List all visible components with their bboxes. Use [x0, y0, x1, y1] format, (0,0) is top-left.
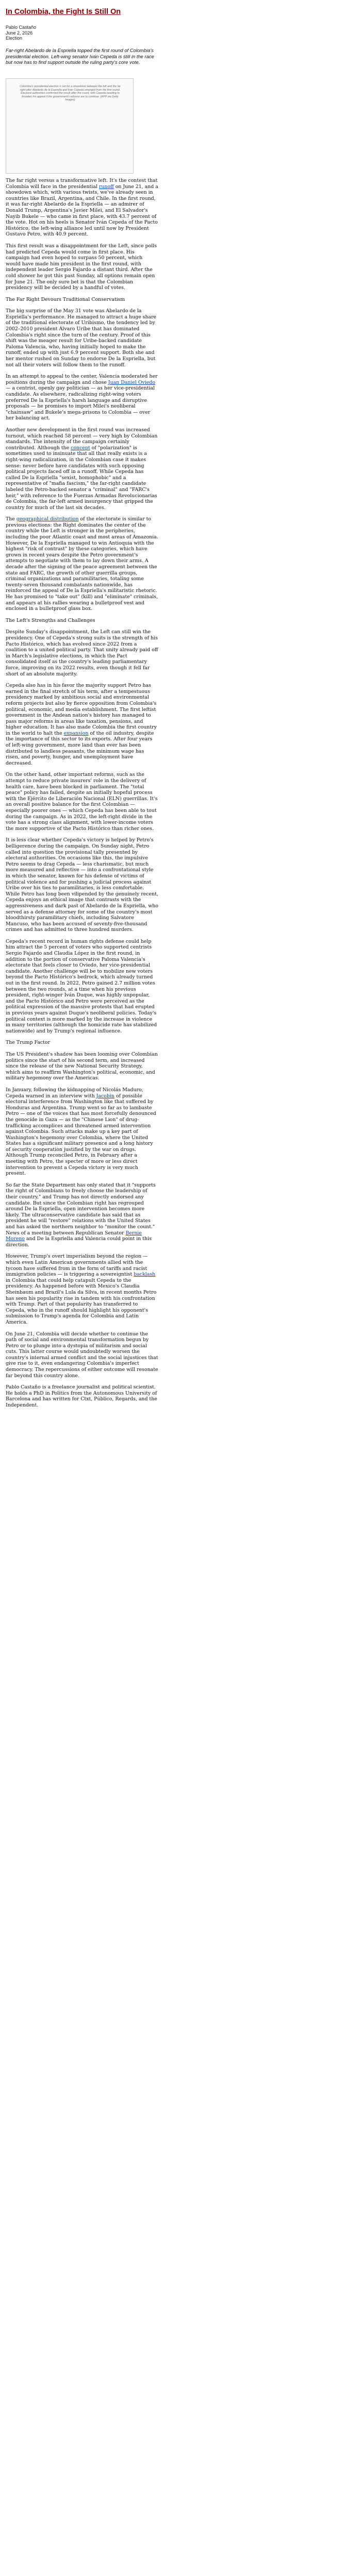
inline-link[interactable]: concept [71, 445, 90, 451]
article-body [6, 178, 158, 1414]
article-paragraph: The US President's shadow has been looming over Colombian politics since the start of his second term, and increased since the release of the new National Security Strategy, which aims to reaffirm Washington's political, economic, and military hegemony over the Americas. [6, 1051, 158, 1081]
section-heading: The Far Right Devours Traditional Conservatism [6, 296, 125, 302]
section-label: Election [6, 36, 23, 41]
article-paragraph: It is less clear whether Cepeda's victory is helped by Petro's belligerence during the campaign. On Sunday night, Petro called into question the provisional tally presented by electoral authorities. On occasions like this, the impulsive Petro seems to drag Cepeda — less charismatic, but much more measured and reflective — into a confrontational style in which the senator, known for his defense of victims of political violence and for pushing a judicial process against Uribe over his ties to paramilitaries, is less comfortable. While Petro has long been vilipended by the genuinely recent, Cepeda enjoys an ethical image that contrasts with the aggressiveness and dark past of Abelardo de la Espriella, who served as a defense attorney for some of the country's most bloodthirsty paramilitary chiefs, including Salvatore Mancuso, who has been accused of seventy-five-thousand crimes and has admitted to three hundred murders. [6, 837, 158, 933]
article-paragraph: On the other hand, other important reforms, such as the attempt to reduce private insurers' role in the delivery of health care, have been blocked in parliament. The "total peace" policy has failed, despite an initially hopeful process with the Ejército de Liberación Nacional (ELN) guerrillas. It's an overall positive balance for the first Colombian — especially poorer ones — which Cepeda has been able to tout during the campaign. As in 2022, the left-right divide in the vote has a strong class alignment, with lower-income voters the more supportive of the Pacto Histórico than richer ones. [6, 772, 158, 832]
article-paragraph: Cepeda's recent record in human rights defense could help him attract the 5 percent of voters who supported centrists Sergio Fajardo and Claudia López in the first round, in addition to the portion of conservative Paloma Valencia's electorate that feels closer to Oviedo, her vice-presidential candidate. Another challenge will be to mobilize new voters beyond the Pacto Histórico's bedrock, which already turned out in the first round. In 2022, Petro gained 2.7 million votes between the two rounds, at a time when his previous president, right-winger Iván Duque, was highly unpopular, and the Pacto Histórico and Petro were perceived as the political expression of the massive protests that had erupted in previous years against Duque's neoliberal policies. Today's political context is more marked by the increase in violence in many territories (although the homicide rate has stabilized nationwide) and by Trump's regional influence. [6, 938, 157, 1034]
article-paragraph: Cepeda also has in his favor the majority support Petro has earned in the final stretch of his term, after a tempestuous presidency marked by ambitious social and environmental reform projects but also by fierce opposition from Colombia's political, economic, and media establishment. The first leftist government in the Andean nation's history has managed to pass major reforms in areas like taxation, pensions, and higher education. It has also made Colombia the first country in the world to halt the expansion of the oil industry, despite the importance of this sector to its exports. After four years of left-wing government, more land than ever has been distributed to landless peasants, the minimum wage has risen, and poverty, hunger, and unemployment have decreased. [6, 683, 157, 766]
article-paragraph: On June 21, Colombia will decide whether to continue the path of social and environmental transformation begun by Petro or to plunge into a dystopia of militarism and social cuts. This latter course would undoubtedly worsen the country's internal armed conflict and the social injustices that give rise to it, even endangering Colombia's imperfect democracy. The repercussions of either outcome will resonate far beyond this country alone. [6, 1331, 158, 1379]
article-paragraph: In an attempt to appeal to the center, Valencia moderated her positions during the campaign and chose Juan Daniel Oviedo — a centrist, openly gay politician — as her vice-presidential candidate. As elsewhere, radicalizing right-wing voters preferred De la Espriella's harsh language and disruptive proposals — he promises to import Milei's neoliberal "chainsaw" and Bukele's mega-prisons to Colombia — over her balancing act. [6, 374, 158, 421]
article-image [6, 78, 134, 174]
inline-link[interactable]: geographical distribution [16, 516, 79, 522]
article-headline[interactable]: In Colombia, the Fight Is Still On [6, 8, 121, 16]
inline-link[interactable]: backlash [134, 1272, 156, 1278]
article-paragraph: This first result was a disappointment for the Left, since polls had predicted Cepeda would come in first place. His campaign had even hoped to surpass 50 percent, which would have made him president in the first round, with independent leader Sergio Fajardo a distant third. After the cold shower he got this past Sunday, all options remain open for June 21. The only sure bet is that the Colombian presidency will be decided by a handful of votes. [6, 243, 157, 291]
byline [6, 25, 109, 41]
image-caption: Colombia's presidential election is set for a showdown between the left and the far right after Abelardo de la Espriella and Iván Cepeda emerged from the first round. Electoral authorities confirmed the result after the count, with Cepeda needing to broaden his appeal if the government's reforms are to continue. (AFP via Getty Images) [20, 85, 121, 102]
inline-link[interactable]: expansion [63, 730, 89, 736]
inline-link[interactable]: runoff [99, 183, 114, 190]
article-paragraph: However, Trump's overt imperialism beyond the region — which even Latin American governments allied with the tycoon have suffered from in the form of tariffs and racist immigration policies — is triggering a sovereigntist backlash in Colombia that could help catapult Cepeda to the presidency. As happened before with Mexico's Claudia Sheinbaum and Brazil's Lula da Silva, in recent months Petro has seen his popularity rise in tandem with his confrontation with Trump. Part of that popularity has transferred to Cepeda, who in the runoff should highlight his opponent's submission to Trump's agenda for Colombia and Latin America. [6, 1253, 157, 1325]
article-dek: Far-right Abelardo de la Espriella topped the first round of Colombia's presidential election. Left-wing senator Iván Cepeda is still in the race but now has to find support outside the ruling party's core vote. [6, 47, 154, 65]
article-paragraph: So far the State Department has only stated that it "supports the right of Colombians to freely choose the leadership of their country," and Trump has not directly endorsed any candidate. But since the Colombian right has regrouped around De la Espriella, open intervention becomes more likely. The ultraconservative candidate has said that as president he will "restore" relations with the United States and has asked the northern neighbor to "monitor the count." News of a meeting between Republican Senator Bernie Moreno and De la Espriella and Valencia could point in this direction. [6, 1182, 156, 1248]
section-heading: The Left's Strengths and Challenges [6, 617, 95, 623]
article-paragraph: The big surprise of the May 31 vote was Abelardo de la Espriella's performance. He managed to attract a huge share of the traditional electorate of Uribismo, the tendency led by 2002–2010 president Álvaro Uribe that has dominated Colombia's right since the turn of the century. Proof of this shift was the meager result for Uribe-backed candidate Paloma Valencia, who, having initially hoped to make the runoff, ended up with just 6.9 percent support. Both she and her mentor rushed on Sunday to endorse De la Espriella, but not all their voters will follow them to the runoff. [6, 308, 157, 368]
article-paragraph: Despite Sunday's disappointment, the Left can still win the presidency. One of Cepeda's strong suits is the strength of his Pacto Histórico, which has evolved since 2022 from a coalition to a united political party. That unity already paid off in March's legislative elections, in which the Pact consolidated itself as the country's leading parliamentary force, improving on its 2022 results, even though it fell far short of an absolute majority. [6, 629, 158, 677]
inline-link[interactable]: Jacobin [96, 1093, 114, 1099]
article-paragraph: In January, following the kidnapping of Nicolás Maduro, Cepeda warned in an interview with Jacobin of possible electoral interference from Washington like that suffered by Honduras and Argentina. Trump went so far as to lambaste Petro — one of the voices that has most forcefully denounced the genocide in Gaza — as the "Chinese Lion" of drug-trafficking accomplices and threatened armed intervention against Colombia. Such attacks make up a key part of Washington's hegemony over Colombia, where the United States has a significant military presence and a long history of security cooperation justified by the war on drugs. Although Trump reconciled Petro, in February after a meeting with Petro, the specter of more or less direct intervention to prevent a Cepeda victory is very much present. [6, 1087, 156, 1177]
author-name[interactable]: Pablo Castaño [6, 25, 37, 30]
article-paragraph: The geographical distribution of the electorate is similar to previous elections: the Right dominates the center of the country while the Left is stronger in the peripheries, including the poor Atlantic coast and most areas of Amazonia. However, De la Espriella managed to win Antioquia with the highest "risk of contrast" by these categories, which have grown in recent years despite the Petro government's attempts to negotiate with them to lay down their arms. A decade after the signing of the peace agreement between the state and FARC, the growth of other guerrilla groups, criminal organizations and paramilitaries, totaling some twenty-seven thousand combatants nationwide, has reinforced the appeal of De la Espriella's militaristic rhetoric. He has promised to "take out" (kill) and "eliminate" criminals, and appears at his rallies wearing a bulletproof vest and enclosed in a bulletproof glass box. [6, 516, 158, 612]
article-paragraph: Another new development in the first round was increased turnout, which reached 58 percent — very high by Colombian standards. The intensity of the campaign certainly contributed. Although the concept of "polarization" is sometimes used to insinuate that all that really exists is a right-wing radicalization, in the Colombian case it makes sense: never before have candidates with such opposing political projects faced off in a runoff. While Cepeda has called De la Espriella "sexist, homophobic" and a representative of "mafia fascism," the far-right candidate labeled the Petro-backed senator a "criminal" and "FARC's heir," with reference to the Fuerzas Armadas Revolucionarias de Colombia, the far-left armed insurgency that gripped the country for much of the last six decades. [6, 427, 158, 511]
section-heading: The Trump Factor [6, 1040, 51, 1046]
inline-link[interactable]: Juan Daniel Oviedo [108, 379, 156, 385]
article-paragraph: Pablo Castaño is a freelance journalist and political scientist. He holds a PhD in Politics from the Autonomous University of Barcelona and has written for Ctxt, Público, Regards, and the Independent. [6, 1384, 157, 1409]
publish-date: June 2, 2026 [6, 30, 33, 36]
inline-link[interactable]: Bernie Moreno [6, 1230, 142, 1242]
article-paragraph: The far right versus a transformative left. It's the contest that Colombia will face in the presidential runoff on June 21, and a showdown which, with various twists, we've already seen in countries like Brazil, Argentina, and Chile. In the first round, it was far-right Abelardo de la Espriella — an admirer of Donald Trump, Argentina's Javier Milei, and El Salvador's Nayib Bukele — who came in first place, with 43.7 percent of the vote. Hot on his heels is Senator Iván Cepeda of the Pacto Histórico, the left-wing alliance led until now by President Gustavo Petro, with 40.9 percent. [6, 178, 158, 238]
